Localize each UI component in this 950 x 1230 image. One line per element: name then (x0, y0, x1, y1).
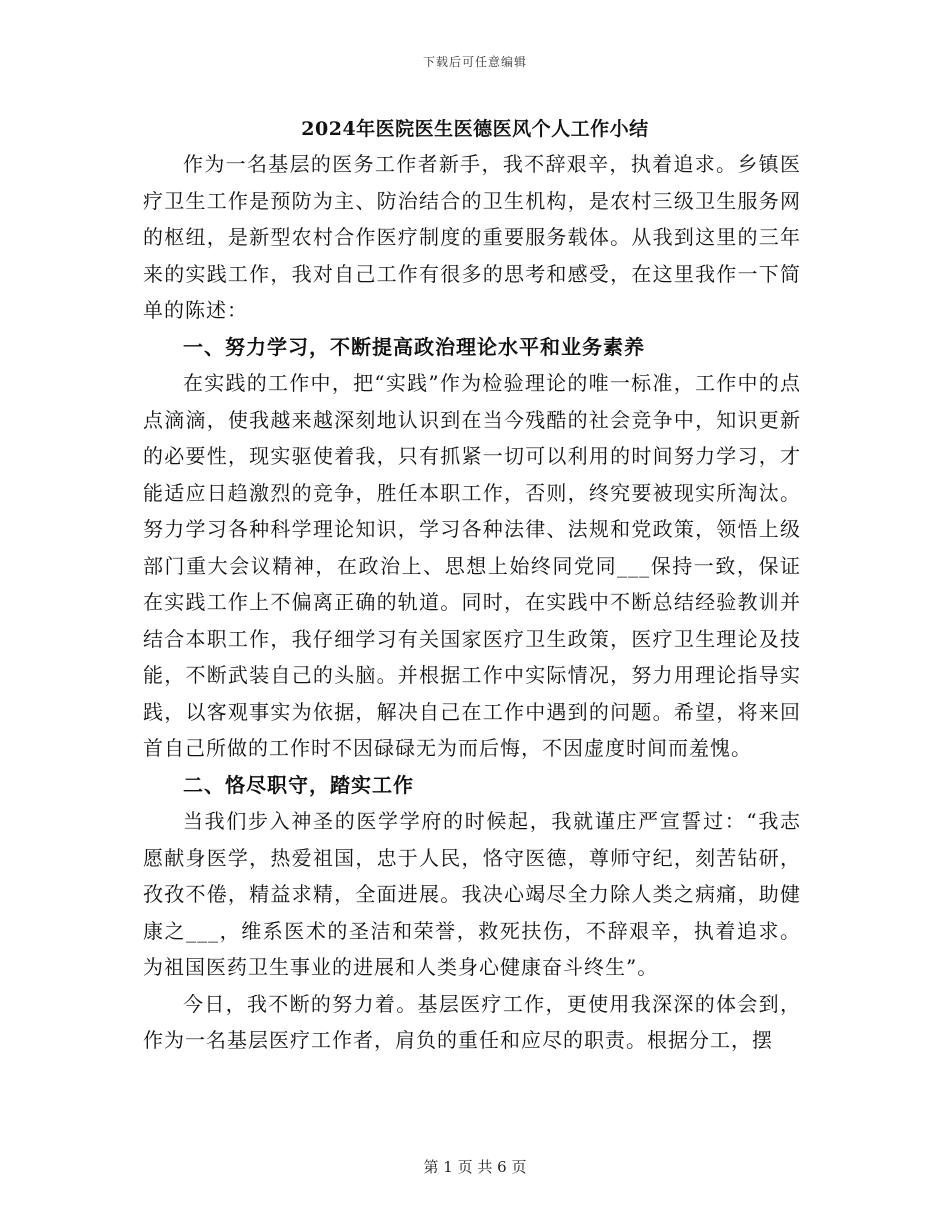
section-heading-2: 二、恪尽职守，踏实工作 (183, 772, 414, 797)
intro-paragraph: 作为一名基层的医务工作者新手，我不辞艰辛，执着追求。乡镇医疗卫生工作是预防为主、防治结合的卫生机构，是农村三级卫生服务网的枢纽，是新型农村合作医疗制度的重要服务载体。从我到这里的三年来的实践工作，我对自己工作有很多的思考和感受，在这里我作一下简单的陈述： (143, 152, 801, 322)
page-header-note: 下载后可任意编辑 (422, 55, 527, 69)
document-body (143, 146, 801, 1059)
section-2-paragraph-2: 今日，我不断的努力着。基层医疗工作，更使用我深深的体会到，作为一名基层医疗工作者，肩负的重任和应尽的职责。根据分工，摆 (143, 991, 801, 1052)
section-2-paragraph-1: 当我们步入神圣的医学学府的时候起，我就谨庄严宣誓过：“我志愿献身医学，热爱祖国，忠于人民，恪守医德，尊师守纪，刻苦钻研，孜孜不倦，精益求精，全面进展。我决心竭尽全力除人类之病痛，助健康之___，维系医术的圣洁和荣誉，救死扶伤，不辞艰辛，执着追求。为祖国医药卫生事业的进展和人类身心健康奋斗终生”。 (143, 809, 801, 979)
page-number: 第 1 页 共 6 页 (423, 1158, 527, 1176)
section-heading-1: 一、努力学习，不断提高政治理论水平和业务素养 (183, 334, 645, 359)
document-title: 2024年医院医生医德医风个人工作小结 (301, 118, 649, 140)
section-1-paragraph: 在实践的工作中，把“实践”作为检验理论的唯一标准，工作中的点点滴滴，使我越来越深刻地认识到在当今残酷的社会竞争中，知识更新的必要性，现实驱使着我，只有抓紧一切可以利用的时间努力学习，才能适应日趋激烈的竞争，胜任本职工作，否则，终究要被现实所淘汰。努力学习各种科学理论知识，学习各种法律、法规和党政策，领悟上级部门重大会议精神，在政治上、思想上始终同党同___保持一致，保证在实践工作上不偏离正确的轨道。同时，在实践中不断总结经验教训并结合本职工作，我仔细学习有关国家医疗卫生政策，医疗卫生理论及技能，不断武装自己的头脑。并根据工作中实际情况，努力用理论指导实践，以客观事实为依据，解决自己在工作中遇到的问题。希望，将来回首自己所做的工作时不因碌碌无为而后悔，不因虚度时间而羞愧。 (143, 371, 801, 760)
